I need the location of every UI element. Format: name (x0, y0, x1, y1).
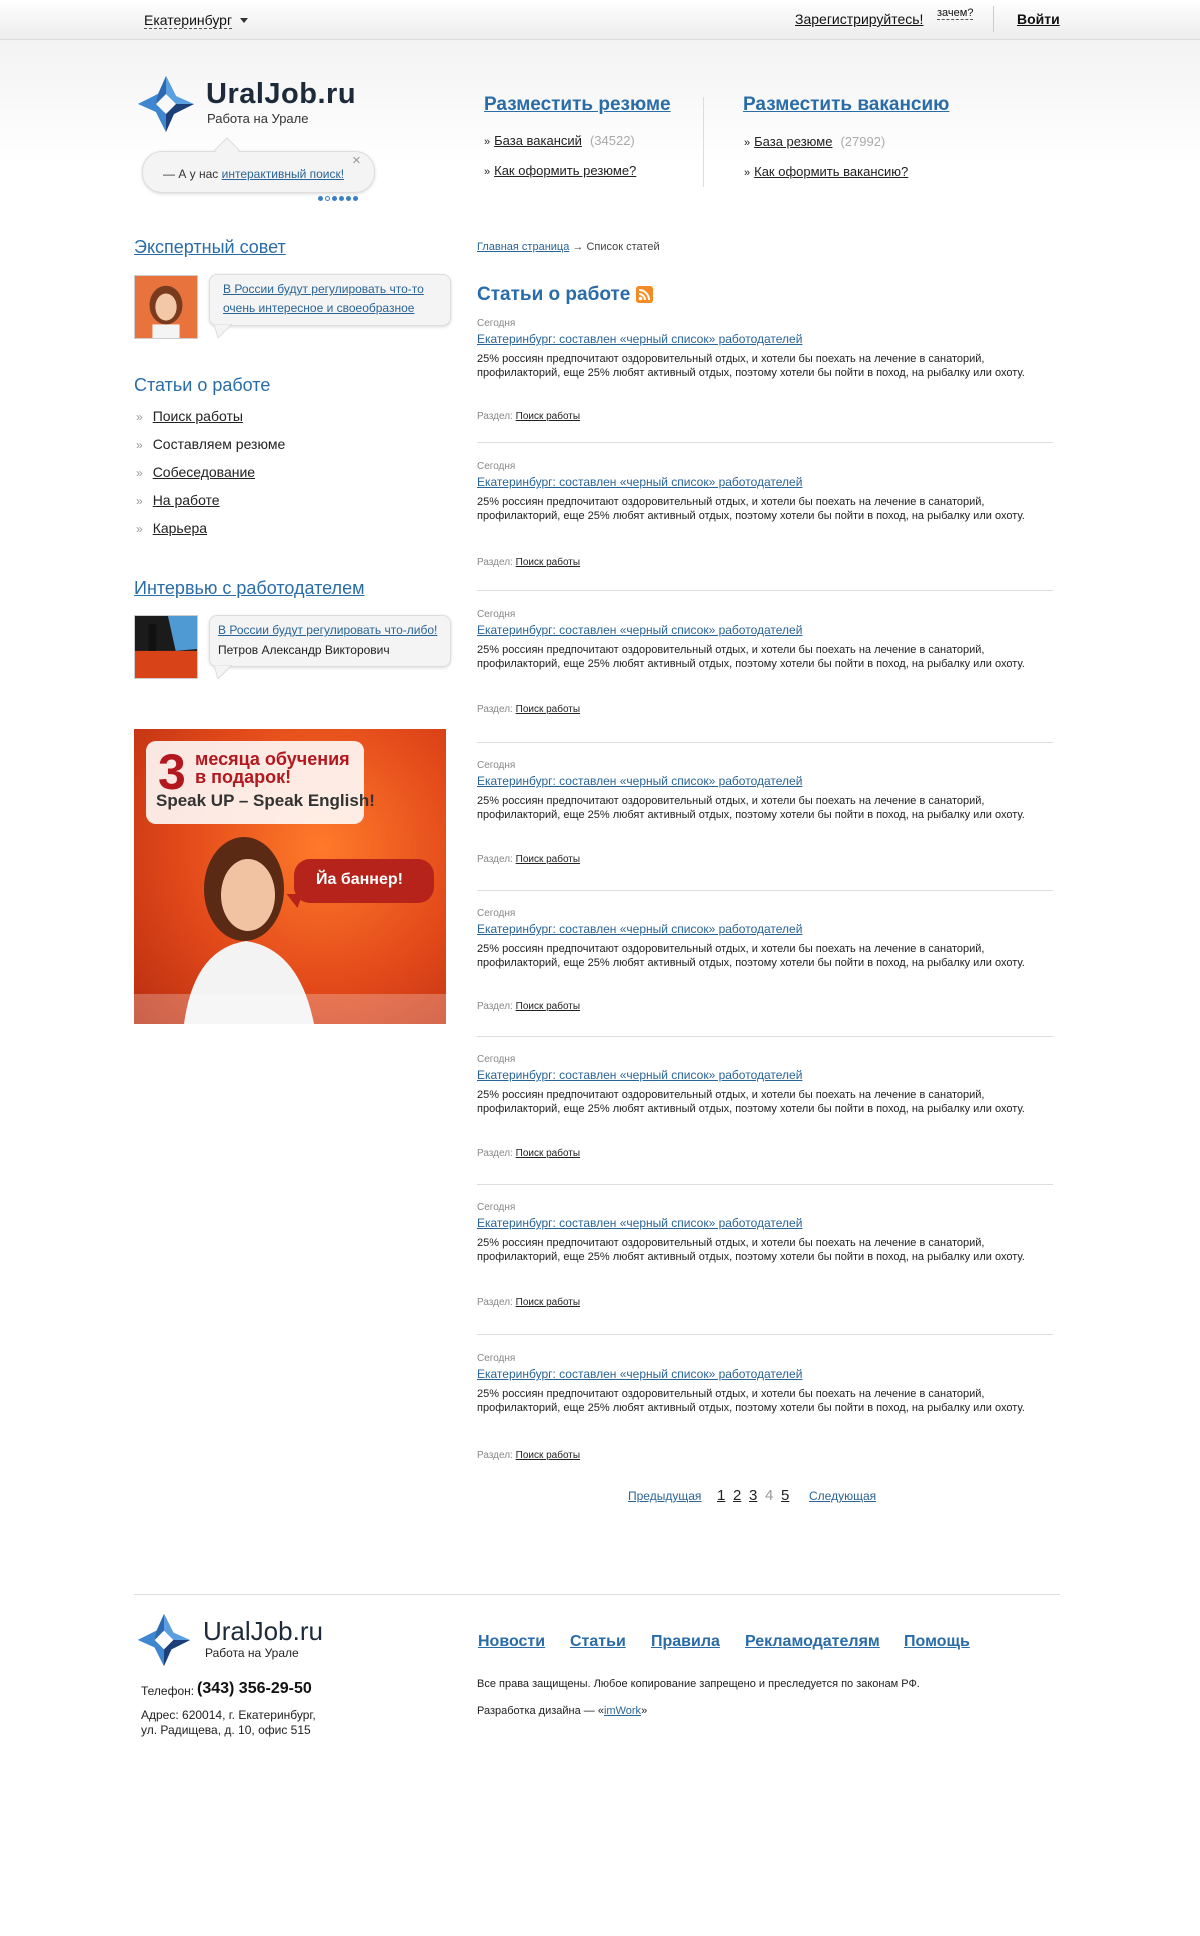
section-label: Раздел: (477, 854, 513, 865)
sidebar-item-career[interactable] (136, 520, 207, 536)
breadcrumb (477, 241, 660, 253)
article-section (477, 1001, 580, 1012)
sidebar-item-label[interactable]: Поиск работы (152, 408, 243, 424)
post-vacancy-column (743, 94, 949, 116)
banner-line1: месяца обучения (195, 749, 350, 769)
section-label: Раздел: (477, 1148, 513, 1159)
how-resume-link[interactable] (484, 163, 636, 178)
sidebar-item-label: Составляем резюме (152, 436, 286, 452)
section-link[interactable]: Поиск работы (515, 1297, 581, 1308)
article-section (477, 704, 580, 715)
close-icon[interactable]: × (352, 152, 361, 169)
article-excerpt: 25% россиян предпочитают оздоровительный отдых, и хотели бы поехать на лечение в санаторий, профилакторий, еще 25% любят активный отдых, поэтому хотели бы пойти в поход, на рыбалку или охоту. (477, 943, 1025, 969)
banner-line2: в подарок! (195, 767, 292, 787)
address (141, 1708, 316, 1738)
carousel-dots (318, 196, 358, 201)
article-title-link[interactable]: Екатеринбург: составлен «черный список» работодателей (477, 475, 803, 489)
article-date: Сегодня (477, 760, 516, 771)
sidebar-item-interview[interactable] (136, 464, 255, 480)
article-divider (477, 742, 1053, 743)
article-date: Сегодня (477, 1054, 516, 1065)
carousel-dot-active[interactable] (325, 196, 330, 201)
article-title-link[interactable]: Екатеринбург: составлен «черный список» работодателей (477, 922, 803, 936)
article-section (477, 1148, 580, 1159)
article-excerpt: 25% россиян предпочитают оздоровительный отдых, и хотели бы поехать на лечение в санаторий, профилакторий, еще 25% любят активный отдых, поэтому хотели бы пойти в поход, на рыбалку или охоту. (477, 644, 1025, 670)
section-label: Раздел: (477, 1450, 513, 1461)
article-section (477, 1450, 580, 1461)
sidebar-item-label[interactable]: Карьера (152, 520, 208, 536)
banner-speech-text: Йа баннер! (316, 871, 403, 888)
vacancy-count: (34522) (589, 133, 635, 148)
article-excerpt: 25% россиян предпочитают оздоровительный отдых, и хотели бы поехать на лечение в санаторий, профилакторий, еще 25% любят активный отдых, поэтому хотели бы пойти в поход, на рыбалку или охоту. (477, 353, 1025, 379)
section-link[interactable]: Поиск работы (515, 854, 581, 865)
footer-logo-name[interactable]: UralJob.ru (203, 1616, 323, 1646)
article-divider (477, 1184, 1053, 1185)
resume-base-label[interactable]: База резюме (754, 134, 833, 149)
phone-number: (343) 356-29-50 (197, 1680, 312, 1697)
section-link[interactable]: Поиск работы (515, 704, 581, 715)
expert-avatar[interactable] (134, 275, 198, 339)
rss-icon[interactable] (636, 286, 653, 303)
banner-line3: Speak UP – Speak English! (156, 791, 375, 810)
copyright-text: Все права защищены. Любое копирование запрещено и преследуется по законам РФ. (477, 1678, 920, 1690)
pagination-next[interactable]: Следующая (809, 1489, 877, 1503)
article-date: Сегодня (477, 609, 516, 620)
banner-number: 3 (158, 744, 186, 800)
arrow-right-icon: » (484, 136, 491, 148)
article-title-link[interactable]: Екатеринбург: составлен «черный список» работодателей (477, 332, 803, 346)
footer-nav-news[interactable]: Новости (478, 1633, 546, 1650)
register-link[interactable]: Зарегистрируйтесь! (795, 11, 924, 27)
pagination-page-3[interactable]: 3 (749, 1487, 758, 1504)
article-title-link[interactable]: Екатеринбург: составлен «черный список» работодателей (477, 1068, 803, 1082)
logo-name[interactable]: UralJob.ru (206, 78, 357, 110)
expert-title[interactable]: Экспертный совет (134, 237, 286, 257)
articles-title: Статьи о работе (134, 375, 271, 395)
sidebar-item-job-search[interactable] (136, 408, 243, 424)
carousel-dot[interactable] (318, 196, 323, 201)
carousel-dot[interactable] (346, 196, 351, 201)
design-credit-suffix: » (641, 1705, 648, 1717)
interview-link[interactable]: В России будут регулировать что-либо! (218, 623, 438, 637)
article-title-link[interactable]: Екатеринбург: составлен «черный список» работодателей (477, 1367, 803, 1381)
chevron-down-icon[interactable] (240, 18, 248, 23)
section-label: Раздел: (477, 557, 513, 568)
article-divider (477, 1036, 1053, 1037)
breadcrumb-current: Список статей (586, 241, 660, 253)
pagination-page-2[interactable]: 2 (733, 1487, 742, 1504)
bullet-icon: » (136, 522, 143, 536)
footer-nav-help[interactable]: Помощь (904, 1633, 970, 1650)
article-divider (477, 890, 1053, 891)
interactive-search-link[interactable]: интерактивный поиск! (221, 167, 345, 181)
phone-label: Телефон: (141, 1684, 195, 1698)
banner-fade (134, 994, 446, 1024)
article-section (477, 557, 580, 568)
vacancy-base-label[interactable]: База вакансий (494, 133, 582, 148)
interview-person-name: Петров Александр Викторович (218, 643, 390, 657)
expert-card-tail (214, 324, 232, 338)
article-divider (477, 442, 1053, 443)
why-register-link[interactable]: зачем? (937, 7, 974, 19)
article-date: Сегодня (477, 1353, 516, 1364)
city-selector[interactable]: Екатеринбург (144, 12, 233, 28)
article-title-link[interactable]: Екатеринбург: составлен «черный список» работодателей (477, 623, 803, 637)
sidebar-item-label[interactable]: На работе (152, 492, 220, 508)
bullet-icon: » (136, 494, 143, 508)
section-link[interactable]: Поиск работы (515, 1148, 581, 1159)
section-link[interactable]: Поиск работы (515, 1450, 581, 1461)
arrow-right-icon: » (484, 166, 491, 178)
article-section (477, 1297, 580, 1308)
post-resume-title[interactable]: Разместить резюме (484, 94, 671, 115)
section-link[interactable]: Поиск работы (515, 557, 581, 568)
section-link[interactable]: Поиск работы (515, 1001, 581, 1012)
promo-bubble-text (163, 167, 344, 181)
resume-base-link[interactable] (744, 134, 885, 149)
article-excerpt: 25% россиян предпочитают оздоровительный отдых, и хотели бы поехать на лечение в санаторий, профилакторий, еще 25% любят активный отдых, поэтому хотели бы пойти в поход, на рыбалку или охоту. (477, 795, 1025, 821)
footer-divider (134, 1594, 1060, 1595)
carousel-dot[interactable] (353, 196, 358, 201)
logo-icon[interactable] (136, 74, 196, 134)
article-date: Сегодня (477, 908, 516, 919)
section-label: Раздел: (477, 1001, 513, 1012)
carousel-dot[interactable] (339, 196, 344, 201)
interview-card-tail (214, 665, 232, 679)
header-divider (703, 97, 704, 187)
post-resume-column (484, 94, 671, 116)
article-excerpt: 25% россиян предпочитают оздоровительный отдых, и хотели бы поехать на лечение в санаторий, профилакторий, еще 25% любят активный отдых, поэтому хотели бы пойти в поход, на рыбалку или охоту. (477, 1089, 1025, 1115)
bullet-icon: » (136, 410, 143, 424)
resume-count: (27992) (840, 134, 886, 149)
pagination-page-current: 4 (765, 1487, 774, 1504)
article-title-link[interactable]: Екатеринбург: составлен «черный список» работодателей (477, 774, 803, 788)
section-label: Раздел: (477, 1297, 513, 1308)
expert-advice-link[interactable]: В России будут регулировать что-то очень интересное и своеобразное (223, 282, 424, 315)
carousel-dot[interactable] (332, 196, 337, 201)
address-line2: ул. Радищева, д. 10, офис 515 (141, 1723, 311, 1737)
article-date: Сегодня (477, 318, 516, 329)
ad-banner[interactable] (134, 729, 446, 1024)
article-title-link[interactable]: Екатеринбург: составлен «черный список» работодателей (477, 1216, 803, 1230)
logo-subtitle: Работа на Урале (207, 111, 309, 126)
section-label: Раздел: (477, 411, 513, 422)
footer-nav-advertisers[interactable]: Рекламодателям (745, 1633, 880, 1650)
bullet-icon: » (136, 466, 143, 480)
promo-prefix: — А у нас (163, 167, 222, 181)
article-excerpt: 25% россиян предпочитают оздоровительный отдых, и хотели бы поехать на лечение в санаторий, профилакторий, еще 25% любят активный отдых, поэтому хотели бы пойти в поход, на рыбалку или охоту. (477, 1388, 1025, 1414)
login-link[interactable]: Войти (1017, 11, 1060, 27)
vacancy-base-link[interactable] (484, 133, 635, 148)
sidebar-item-label[interactable]: Собеседование (152, 464, 256, 480)
design-credit (477, 1705, 647, 1717)
breadcrumb-arrow: → (572, 241, 584, 253)
footer-nav-rules[interactable]: Правила (651, 1633, 720, 1650)
employer-avatar[interactable] (134, 615, 198, 679)
breadcrumb-home-link[interactable]: Главная страница (477, 241, 570, 253)
how-vacancy-link[interactable] (744, 164, 908, 179)
section-link[interactable]: Поиск работы (515, 411, 581, 422)
post-vacancy-title[interactable]: Разместить вакансию (743, 94, 950, 115)
footer-logo-icon[interactable] (136, 1612, 192, 1668)
article-section (477, 411, 580, 422)
article-date: Сегодня (477, 1202, 516, 1213)
footer-nav-articles[interactable]: Статьи (570, 1633, 626, 1650)
sidebar-item-at-work[interactable] (136, 492, 220, 508)
how-vacancy-label[interactable]: Как оформить вакансию? (754, 164, 909, 179)
arrow-right-icon: » (744, 137, 751, 149)
address-line1: Адрес: 620014, г. Екатеринбург, (141, 1708, 316, 1722)
pagination-page-5[interactable]: 5 (781, 1487, 790, 1504)
article-date: Сегодня (477, 461, 516, 472)
arrow-right-icon: » (744, 167, 751, 179)
how-resume-label[interactable]: Как оформить резюме? (494, 163, 637, 178)
article-divider (477, 590, 1053, 591)
article-section (477, 854, 580, 865)
pagination-page-1[interactable]: 1 (717, 1487, 726, 1504)
section-label: Раздел: (477, 704, 513, 715)
design-credit-prefix: Разработка дизайна — « (477, 1705, 604, 1717)
imwork-link[interactable]: imWork (603, 1705, 642, 1717)
interview-title[interactable]: Интервью с работодателем (134, 578, 365, 598)
article-excerpt: 25% россиян предпочитают оздоровительный отдых, и хотели бы поехать на лечение в санаторий, профилакторий, еще 25% любят активный отдых, поэтому хотели бы пойти в поход, на рыбалку или охоту. (477, 496, 1025, 522)
sidebar-item-resume[interactable] (136, 436, 285, 452)
article-divider (477, 1334, 1053, 1335)
article-excerpt: 25% россиян предпочитают оздоровительный отдых, и хотели бы поехать на лечение в санаторий, профилакторий, еще 25% любят активный отдых, поэтому хотели бы пойти в поход, на рыбалку или охоту. (477, 1237, 1025, 1263)
page-title: Статьи о работе (477, 284, 631, 305)
topbar-divider (993, 6, 994, 32)
pagination-prev[interactable]: Предыдущая (628, 1489, 702, 1503)
bullet-icon: » (136, 438, 143, 452)
footer-logo-subtitle: Работа на Урале (205, 1646, 299, 1660)
